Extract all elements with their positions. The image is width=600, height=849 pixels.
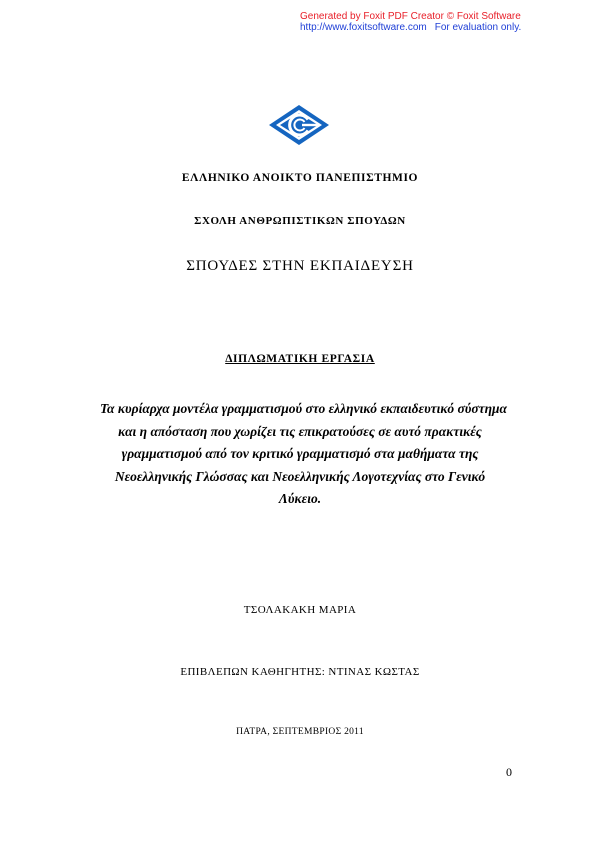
watermark-url-line [300,22,521,33]
university-name: ΕΛΛΗΝΙΚΟ ΑΝΟΙΚΤΟ ΠΑΝΕΠΙΣΤΗΜΙΟ [181,172,419,184]
thesis-label: ΔΙΠΛΩΜΑΤΙΚΗ ΕΡΓΑΣΙΑ [225,353,375,365]
program-name: ΣΠΟΥΔΕΣ ΣΤΗΝ ΕΚΠΑΙΔΕΥΣΗ [186,258,414,274]
place-date: ΠΑΤΡΑ, ΣΕΠΤΕΜΒΡΙΟΣ 2011 [236,727,364,737]
thesis-title-line: γραμματισμού από τον κριτικό γραμματισμό στα μαθήματα της [121,446,479,461]
thesis-title-line: και η απόσταση που χωρίζει τις επικρατούσες σε αυτό πρακτικές [118,423,482,439]
thesis-title-line: Νεοελληνικής Γλώσσας και Νεοελληνικής Λογοτεχνίας στο Γενικό [114,468,486,484]
author-name: ΤΣΟΛΑΚΑΚΗ ΜΑΡΙΑ [243,604,357,616]
school-name: ΣΧΟΛΗ ΑΝΘΡΩΠΙΣΤΙΚΩΝ ΣΠΟΥΔΩΝ [194,215,406,227]
watermark-evaluation-notice: For evaluation only. [434,22,522,33]
pdf-watermark [300,11,521,33]
supervisor: ΕΠΙΒΛΕΠΩΝ ΚΑΘΗΓΗΤΗΣ: ΝΤΙΝΑΣ ΚΩΣΤΑΣ [180,666,420,678]
thesis-title [100,398,507,511]
watermark-creator-text: Generated by Foxit PDF Creator © Foxit Software [300,11,521,22]
thesis-title-line: Λύκειο. [278,491,322,506]
watermark-url-link[interactable]: http://www.foxitsoftware.com [300,22,427,33]
thesis-title-line: Τα κυρίαρχα μοντέλα γραμματισμού στο ελληνικό εκπαιδευτικό σύστημα [100,401,507,416]
page-number: 0 [506,765,512,779]
university-emblem-icon [268,104,330,146]
